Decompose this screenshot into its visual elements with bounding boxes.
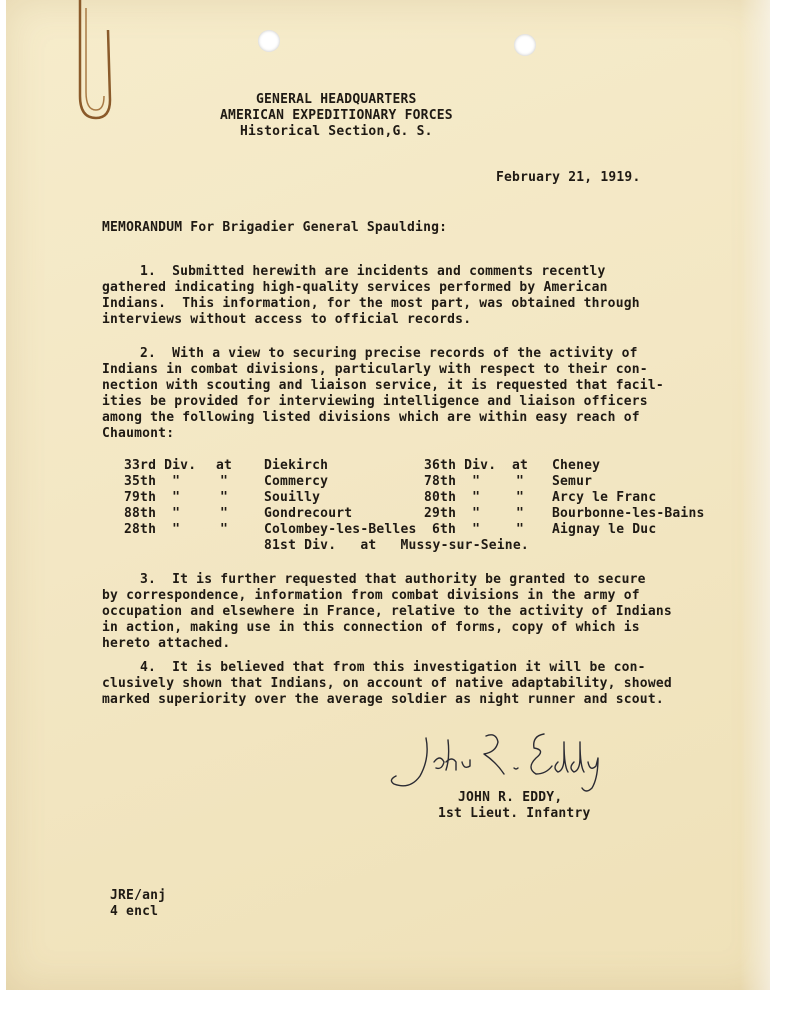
para2-line: Chaumont: (102, 426, 175, 441)
punch-hole-right (514, 34, 536, 56)
para3-line: in action, making use in this connection of forms, copy of which is (102, 620, 640, 635)
division-left-at: " (220, 522, 229, 537)
division-right-place: Semur (552, 474, 593, 489)
division-right-at: at (512, 458, 529, 473)
division-right-div: 78th " (424, 474, 481, 489)
para2-line: among the following listed divisions which are within easy reach of (102, 410, 640, 425)
division-right-place: Bourbonne-les-Bains (552, 506, 705, 521)
para3-line: occupation and elsewhere in France, relative to the activity of Indians (102, 604, 672, 619)
division-left-div: 28th " (124, 522, 181, 537)
para3-line: 3. It is further requested that authority be granted to secure (140, 572, 646, 587)
division-left-place: Colombey-les-Belles (264, 522, 417, 537)
division-right-at: " (516, 490, 525, 505)
header-line-3: Historical Section,G. S. (240, 124, 433, 139)
division-left-div: 88th " (124, 506, 181, 521)
enclosure-note: 4 encl (110, 904, 159, 919)
division-last: 81st Div. at Mussy-sur-Seine. (264, 538, 529, 553)
para2-line: 2. With a view to securing precise records of the activity of (140, 346, 638, 361)
division-right-at: " (516, 522, 525, 537)
division-right-place: Cheney (552, 458, 601, 473)
para1-line: gathered indicating high-quality services performed by American (102, 280, 608, 295)
division-right-div: 80th " (424, 490, 481, 505)
para4-line: marked superiority over the average soldier as night runner and scout. (102, 692, 664, 707)
para1-line: 1. Submitted herewith are incidents and comments recently (140, 264, 606, 279)
para4-line: 4. It is believed that from this investigation it will be con- (140, 660, 646, 675)
handwritten-signature (386, 718, 616, 798)
division-right-div: 36th Div. (424, 458, 497, 473)
paper-edge (740, 0, 770, 990)
division-left-div: 33rd Div. (124, 458, 197, 473)
para1-line: interviews without access to official records. (102, 312, 472, 327)
para3-line: by correspondence, information from combat divisions in the army of (102, 588, 640, 603)
division-right-place: Arcy le Franc (552, 490, 657, 505)
memo-addressee: MEMORANDUM For Brigadier General Spaulding: (102, 220, 448, 235)
division-left-at: " (220, 506, 229, 521)
division-right-div: 6th " (432, 522, 481, 537)
division-left-at: at (216, 458, 233, 473)
para2-line: ities be provided for interviewing intelligence and liaison officers (102, 394, 648, 409)
typist-initials: JRE/anj (110, 888, 167, 903)
para3-line: hereto attached. (102, 636, 231, 651)
header-line-2: AMERICAN EXPEDITIONARY FORCES (220, 108, 453, 123)
para4-line: clusively shown that Indians, on account of native adaptability, showed (102, 676, 672, 691)
para2-line: nection with scouting and liaison service, it is requested that facil- (102, 378, 664, 393)
para2-line: Indians in combat divisions, particularly with respect to their con- (102, 362, 648, 377)
division-right-at: " (516, 506, 525, 521)
division-left-div: 79th " (124, 490, 181, 505)
document-page (6, 0, 770, 990)
division-right-div: 29th " (424, 506, 481, 521)
para1-line: Indians. This information, for the most part, was obtained through (102, 296, 640, 311)
division-left-at: " (220, 490, 229, 505)
division-left-place: Souilly (264, 490, 321, 505)
division-left-div: 35th " (124, 474, 181, 489)
memo-date: February 21, 1919. (496, 170, 641, 185)
paperclip-mark (74, 0, 114, 122)
punch-hole-left (258, 30, 280, 52)
division-left-place: Gondrecourt (264, 506, 353, 521)
division-right-at: " (516, 474, 525, 489)
division-right-place: Aignay le Duc (552, 522, 657, 537)
division-left-place: Diekirch (264, 458, 329, 473)
signer-rank: 1st Lieut. Infantry (438, 806, 591, 821)
division-left-at: " (220, 474, 229, 489)
header-line-1: GENERAL HEADQUARTERS (256, 92, 417, 107)
signer-name: JOHN R. EDDY, (458, 790, 563, 805)
division-left-place: Commercy (264, 474, 329, 489)
